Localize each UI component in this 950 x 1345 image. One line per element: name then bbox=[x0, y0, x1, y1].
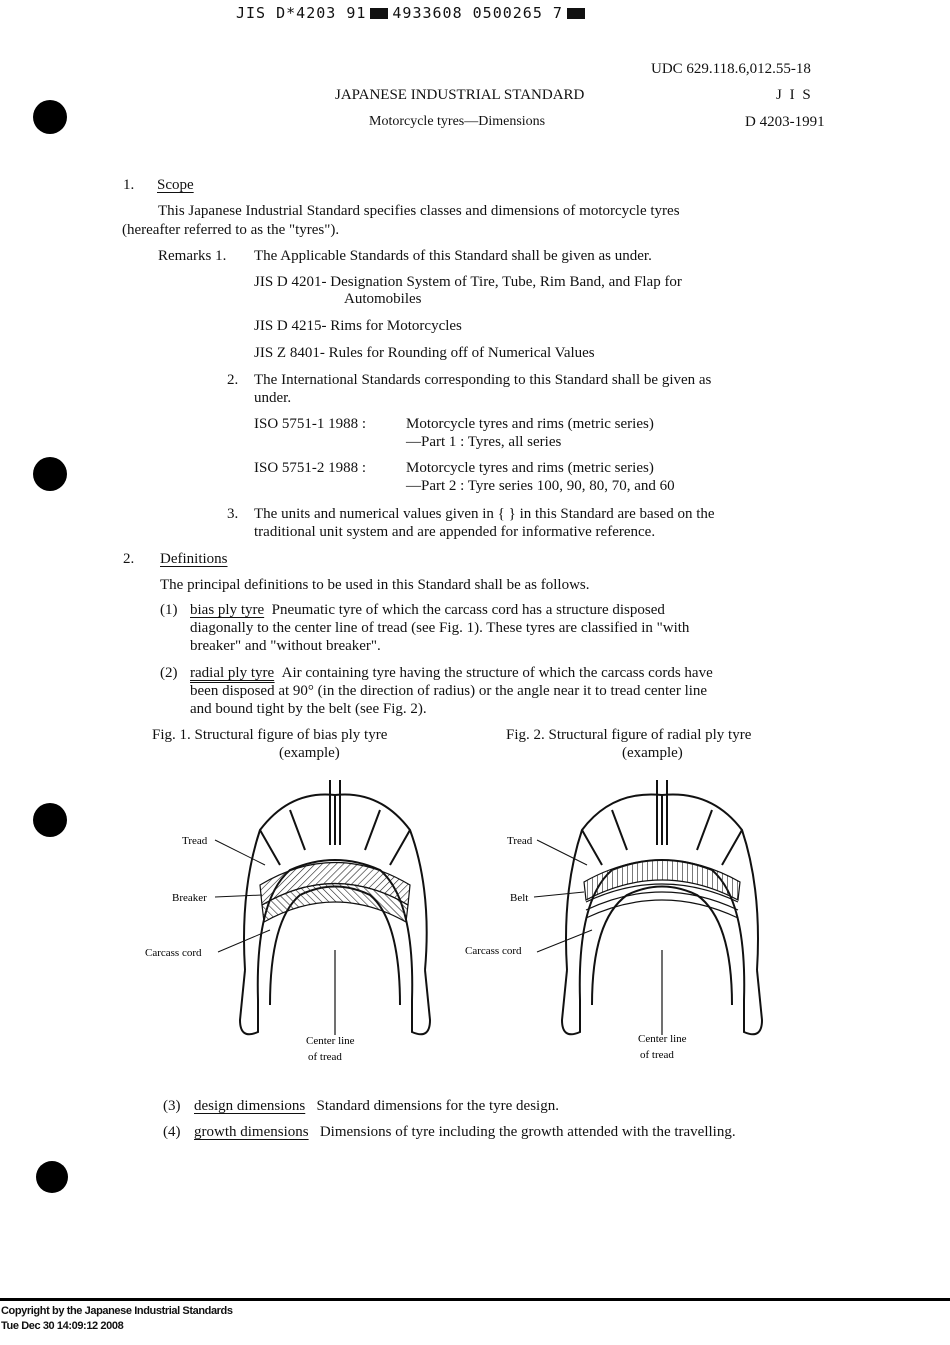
definition-3-text: Standard dimensions for the tyre design. bbox=[316, 1098, 559, 1114]
document-subtitle: Motorcycle tyres—Dimensions bbox=[369, 114, 546, 129]
remarks-label: Remarks 1. bbox=[158, 248, 227, 264]
definition-2-text: Air containing tyre having the structure of which the carcass cords have bbox=[281, 665, 713, 681]
fig1-bias-ply-tyre-diagram bbox=[140, 770, 450, 1070]
iso-title-1: Motorcycle tyres and rims (metric series) bbox=[406, 416, 654, 432]
reference-jis-d4215: JIS D 4215- Rims for Motorcycles bbox=[254, 318, 462, 334]
definition-1-line2: diagonally to the center line of tread (see Fig. 1). These tyres are classified in "with bbox=[190, 620, 690, 636]
definition-1-text: Pneumatic tyre of which the carcass cord has a structure disposed bbox=[271, 602, 665, 618]
fig1-label-center2: of tread bbox=[308, 1051, 342, 1063]
remark3-number: 3. bbox=[227, 506, 239, 522]
iso-code-2: ISO 5751-2 1988 : bbox=[254, 460, 367, 476]
definition-number: (2) bbox=[160, 665, 178, 681]
definition-number: (1) bbox=[160, 602, 178, 618]
definition-number: (4) bbox=[163, 1124, 181, 1140]
term-bias-ply-tyre: bias ply tyre bbox=[190, 602, 265, 618]
scan-block-mark bbox=[567, 8, 585, 19]
udc-code: UDC 629.118.6,012.55-18 bbox=[651, 61, 811, 77]
reference-jis-z8401: JIS Z 8401- Rules for Rounding off of Numerical Values bbox=[254, 345, 595, 361]
punch-hole bbox=[33, 803, 67, 837]
definition-4 bbox=[194, 1124, 736, 1141]
fig1-subcaption: (example) bbox=[279, 745, 340, 761]
definition-2-line2-rest: at 90° (in the direction of radius) or the angle near it to tread center line bbox=[274, 683, 708, 699]
jis-mark: J I S bbox=[776, 87, 813, 103]
scope-paragraph-line2: (hereafter referred to as the "tyres"). bbox=[122, 222, 340, 238]
fig1-label-carcass: Carcass cord bbox=[145, 947, 202, 959]
definitions-intro: The principal definitions to be used in this Standard shall be as follows. bbox=[160, 577, 590, 593]
punch-hole bbox=[36, 1161, 68, 1193]
scan-code-part2: 4933608 0500265 7 bbox=[392, 4, 563, 22]
section-title-definitions: Definitions bbox=[160, 551, 228, 567]
iso-title-2-part: —Part 2 : Tyre series 100, 90, 80, 70, and 60 bbox=[406, 478, 675, 494]
fig1-label-center: Center line bbox=[306, 1035, 355, 1047]
fig2-label-belt: Belt bbox=[510, 892, 529, 904]
reference-jis-d4201: JIS D 4201- Designation System of Tire, Tube, Rim Band, and Flap for bbox=[254, 274, 682, 290]
fig1-label-tread: Tread bbox=[182, 835, 208, 847]
section-number: 1. bbox=[123, 177, 135, 193]
remark3-text-line1: The units and numerical values given in { } in this Standard are based on the bbox=[254, 506, 715, 522]
term-design-dimensions: design dimensions bbox=[194, 1098, 306, 1114]
iso-code-1: ISO 5751-1 1988 : bbox=[254, 416, 367, 432]
copyright-notice: Copyright by the Japanese Industrial Standards bbox=[1, 1305, 233, 1317]
scope-paragraph-line1: This Japanese Industrial Standard specifies classes and dimensions of motorcycle tyres bbox=[158, 203, 680, 219]
remark1-text: The Applicable Standards of this Standard shall be given as under. bbox=[254, 248, 652, 264]
print-timestamp: Tue Dec 30 14:09:12 2008 bbox=[1, 1320, 124, 1332]
scan-code-line bbox=[236, 4, 589, 22]
term-growth-dimensions: growth dimensions bbox=[194, 1124, 309, 1140]
definition-number: (3) bbox=[163, 1098, 181, 1114]
page-bottom-rule bbox=[0, 1298, 950, 1301]
punch-hole bbox=[33, 457, 67, 491]
definition-2-line3: and bound tight by the belt (see Fig. 2). bbox=[190, 701, 427, 717]
fig1-caption: Fig. 1. Structural figure of bias ply tyre bbox=[152, 727, 388, 743]
definition-2-line2 bbox=[190, 683, 707, 700]
section-title-scope: Scope bbox=[157, 177, 194, 193]
standard-number: D 4203-1991 bbox=[745, 114, 825, 130]
definition-4-text: Dimensions of tyre including the growth attended with the travelling. bbox=[319, 1124, 736, 1140]
fig2-label-center2: of tread bbox=[640, 1049, 674, 1061]
punch-hole bbox=[33, 100, 67, 134]
definition-2-overlined: been disposed bbox=[190, 683, 275, 699]
definition-2-line1 bbox=[190, 665, 713, 682]
fig1-label-breaker: Breaker bbox=[172, 892, 207, 904]
remark2-text-line1: The International Standards corresponding to this Standard shall be given as bbox=[254, 372, 712, 388]
iso-title-1-part: —Part 1 : Tyres, all series bbox=[406, 434, 562, 450]
term-radial-ply-tyre: radial ply tyre bbox=[190, 665, 275, 681]
definition-1-line1 bbox=[190, 602, 665, 619]
remark2-number: 2. bbox=[227, 372, 239, 388]
remark3-text-line2: traditional unit system and are appended for informative reference. bbox=[254, 524, 656, 540]
reference-jis-d4201-cont: Automobiles bbox=[344, 291, 422, 307]
fig2-label-carcass: Carcass cord bbox=[465, 945, 522, 957]
definition-3 bbox=[194, 1098, 559, 1115]
fig2-caption: Fig. 2. Structural figure of radial ply tyre bbox=[506, 727, 752, 743]
scan-code-part1: JIS D*4203 91 bbox=[236, 4, 367, 22]
remark2-text-line2: under. bbox=[254, 390, 292, 406]
fig2-radial-ply-tyre-diagram bbox=[462, 770, 782, 1070]
section-number: 2. bbox=[123, 551, 135, 567]
scan-block-mark bbox=[370, 8, 388, 19]
iso-title-2: Motorcycle tyres and rims (metric series) bbox=[406, 460, 654, 476]
fig2-label-tread: Tread bbox=[507, 835, 533, 847]
fig2-label-center: Center line bbox=[638, 1033, 687, 1045]
standard-title: JAPANESE INDUSTRIAL STANDARD bbox=[335, 87, 585, 103]
fig2-subcaption: (example) bbox=[622, 745, 683, 761]
definition-1-line3: breaker" and "without breaker". bbox=[190, 638, 381, 654]
